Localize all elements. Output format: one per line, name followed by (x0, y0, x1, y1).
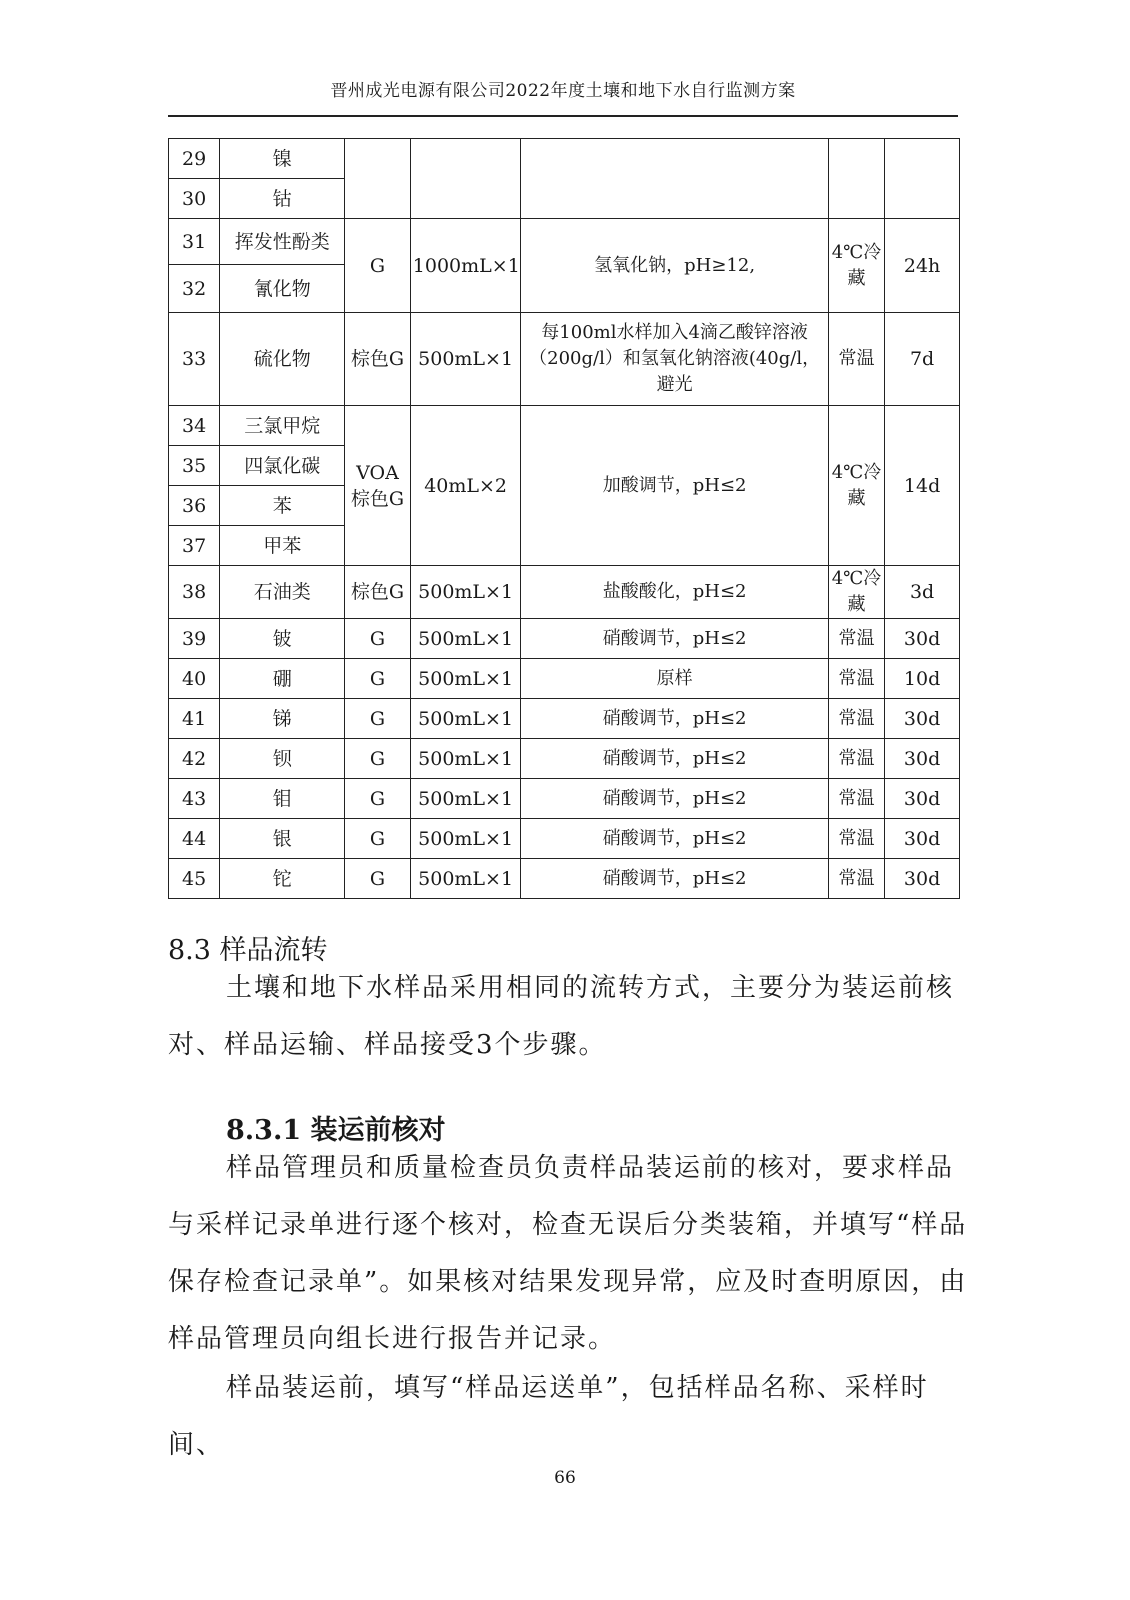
row-container: G (345, 219, 411, 313)
row-no: 37 (169, 526, 220, 566)
empty-cell (345, 139, 411, 219)
row-volume: 40mL×2 (410, 406, 521, 566)
row-period: 14d (885, 406, 960, 566)
row-preservation: 盐酸酸化，pH≤2 (521, 566, 828, 619)
row-item: 甲苯 (220, 526, 345, 566)
table-row (169, 659, 960, 699)
empty-cell (828, 139, 884, 219)
row-item: 三氯甲烷 (220, 406, 345, 446)
row-item: 铊 (220, 859, 345, 899)
row-item: 氰化物 (220, 265, 345, 313)
row-period: 10d (885, 659, 960, 699)
row-item: 硼 (220, 659, 345, 699)
row-no: 38 (169, 566, 220, 619)
row-item: 钡 (220, 739, 345, 779)
row-storage: 4℃冷藏 (828, 566, 884, 619)
table-row (169, 819, 960, 859)
row-storage: 常温 (828, 659, 884, 699)
row-volume: 500mL×1 (410, 313, 521, 406)
row-storage: 常温 (828, 619, 884, 659)
sample-preservation-table (168, 138, 960, 899)
row-container: 棕色G (345, 566, 411, 619)
row-preservation: 硝酸调节，pH≤2 (521, 859, 828, 899)
row-preservation: 硝酸调节，pH≤2 (521, 739, 828, 779)
row-period: 30d (885, 779, 960, 819)
row-storage: 4℃冷藏 (828, 219, 884, 313)
row-no: 41 (169, 699, 220, 739)
table-row (169, 139, 960, 179)
row-no: 32 (169, 265, 220, 313)
row-period: 30d (885, 739, 960, 779)
row-volume: 500mL×1 (410, 859, 521, 899)
empty-cell (885, 139, 960, 219)
page-header: 晋州成光电源有限公司2022年度土壤和地下水自行监测方案 (330, 81, 796, 101)
header-rule (168, 115, 958, 117)
row-item: 铍 (220, 619, 345, 659)
row-storage: 常温 (828, 779, 884, 819)
row-preservation: 硝酸调节，pH≤2 (521, 819, 828, 859)
row-item: 四氯化碳 (220, 446, 345, 486)
row-no: 44 (169, 819, 220, 859)
empty-cell (410, 139, 521, 219)
row-storage: 常温 (828, 739, 884, 779)
row-storage: 常温 (828, 819, 884, 859)
table-row (169, 406, 960, 446)
row-item: 钼 (220, 779, 345, 819)
row-container: VOA棕色G (345, 406, 411, 566)
table-row (169, 739, 960, 779)
row-storage: 常温 (828, 313, 884, 406)
row-item: 镍 (220, 139, 345, 179)
table-row (169, 566, 960, 619)
row-period: 24h (885, 219, 960, 313)
row-item: 钴 (220, 179, 345, 219)
row-volume: 500mL×1 (410, 659, 521, 699)
table-row (169, 219, 960, 265)
row-period: 30d (885, 859, 960, 899)
row-preservation: 每100ml水样加入4滴乙酸锌溶液（200g/l）和氢氧化钠溶液(40g/l，避光 (521, 313, 828, 406)
row-container: G (345, 859, 411, 899)
row-volume: 1000mL×1 (410, 219, 521, 313)
paragraph: 土壤和地下水样品采用相同的流转方式，主要分为装运前核对、样品运输、样品接受3个步骤。 (168, 973, 955, 1060)
row-item: 苯 (220, 486, 345, 526)
row-no: 31 (169, 219, 220, 265)
page-number: 66 (554, 1468, 576, 1488)
subsection-heading: 8.3.1 装运前核对 (226, 1115, 446, 1146)
row-volume: 500mL×1 (410, 739, 521, 779)
table-row (169, 699, 960, 739)
table-row (169, 313, 960, 406)
row-container: G (345, 659, 411, 699)
row-period: 7d (885, 313, 960, 406)
row-container: G (345, 739, 411, 779)
row-container: G (345, 619, 411, 659)
row-container: G (345, 699, 411, 739)
row-volume: 500mL×1 (410, 699, 521, 739)
row-no: 43 (169, 779, 220, 819)
row-item: 硫化物 (220, 313, 345, 406)
row-volume: 500mL×1 (410, 619, 521, 659)
paragraph: 样品装运前，填写“样品运送单”，包括样品名称、采样时间、 (168, 1373, 929, 1460)
row-period: 30d (885, 699, 960, 739)
row-preservation: 硝酸调节，pH≤2 (521, 619, 828, 659)
row-item: 挥发性酚类 (220, 219, 345, 265)
row-storage: 4℃冷藏 (828, 406, 884, 566)
row-volume: 500mL×1 (410, 819, 521, 859)
row-no: 45 (169, 859, 220, 899)
row-container: G (345, 819, 411, 859)
table-row (169, 619, 960, 659)
row-no: 29 (169, 139, 220, 179)
row-volume: 500mL×1 (410, 779, 521, 819)
row-no: 34 (169, 406, 220, 446)
row-no: 40 (169, 659, 220, 699)
row-period: 3d (885, 566, 960, 619)
empty-cell (521, 139, 828, 219)
row-no: 36 (169, 486, 220, 526)
paragraph: 样品管理员和质量检查员负责样品装运前的核对，要求样品与采样记录单进行逐个核对，检查无误后分类装箱，并填写“样品保存检查记录单”。如果核对结果发现异常，应及时查明原因，由样品管理员向组长进行报告并记录。 (168, 1153, 968, 1354)
table-row (169, 779, 960, 819)
row-item: 锑 (220, 699, 345, 739)
row-period: 30d (885, 819, 960, 859)
row-preservation: 硝酸调节，pH≤2 (521, 779, 828, 819)
row-container: G (345, 779, 411, 819)
row-item: 石油类 (220, 566, 345, 619)
row-no: 35 (169, 446, 220, 486)
row-no: 33 (169, 313, 220, 406)
row-no: 39 (169, 619, 220, 659)
row-no: 42 (169, 739, 220, 779)
row-preservation: 氢氧化钠，pH≥12, (521, 219, 828, 313)
row-container: 棕色G (345, 313, 411, 406)
row-preservation: 加酸调节，pH≤2 (521, 406, 828, 566)
section-heading: 8.3 样品流转 (168, 935, 328, 966)
row-storage: 常温 (828, 699, 884, 739)
row-storage: 常温 (828, 859, 884, 899)
row-no: 30 (169, 179, 220, 219)
row-preservation: 硝酸调节，pH≤2 (521, 699, 828, 739)
row-period: 30d (885, 619, 960, 659)
row-item: 银 (220, 819, 345, 859)
row-volume: 500mL×1 (410, 566, 521, 619)
table-row (169, 859, 960, 899)
row-preservation: 原样 (521, 659, 828, 699)
